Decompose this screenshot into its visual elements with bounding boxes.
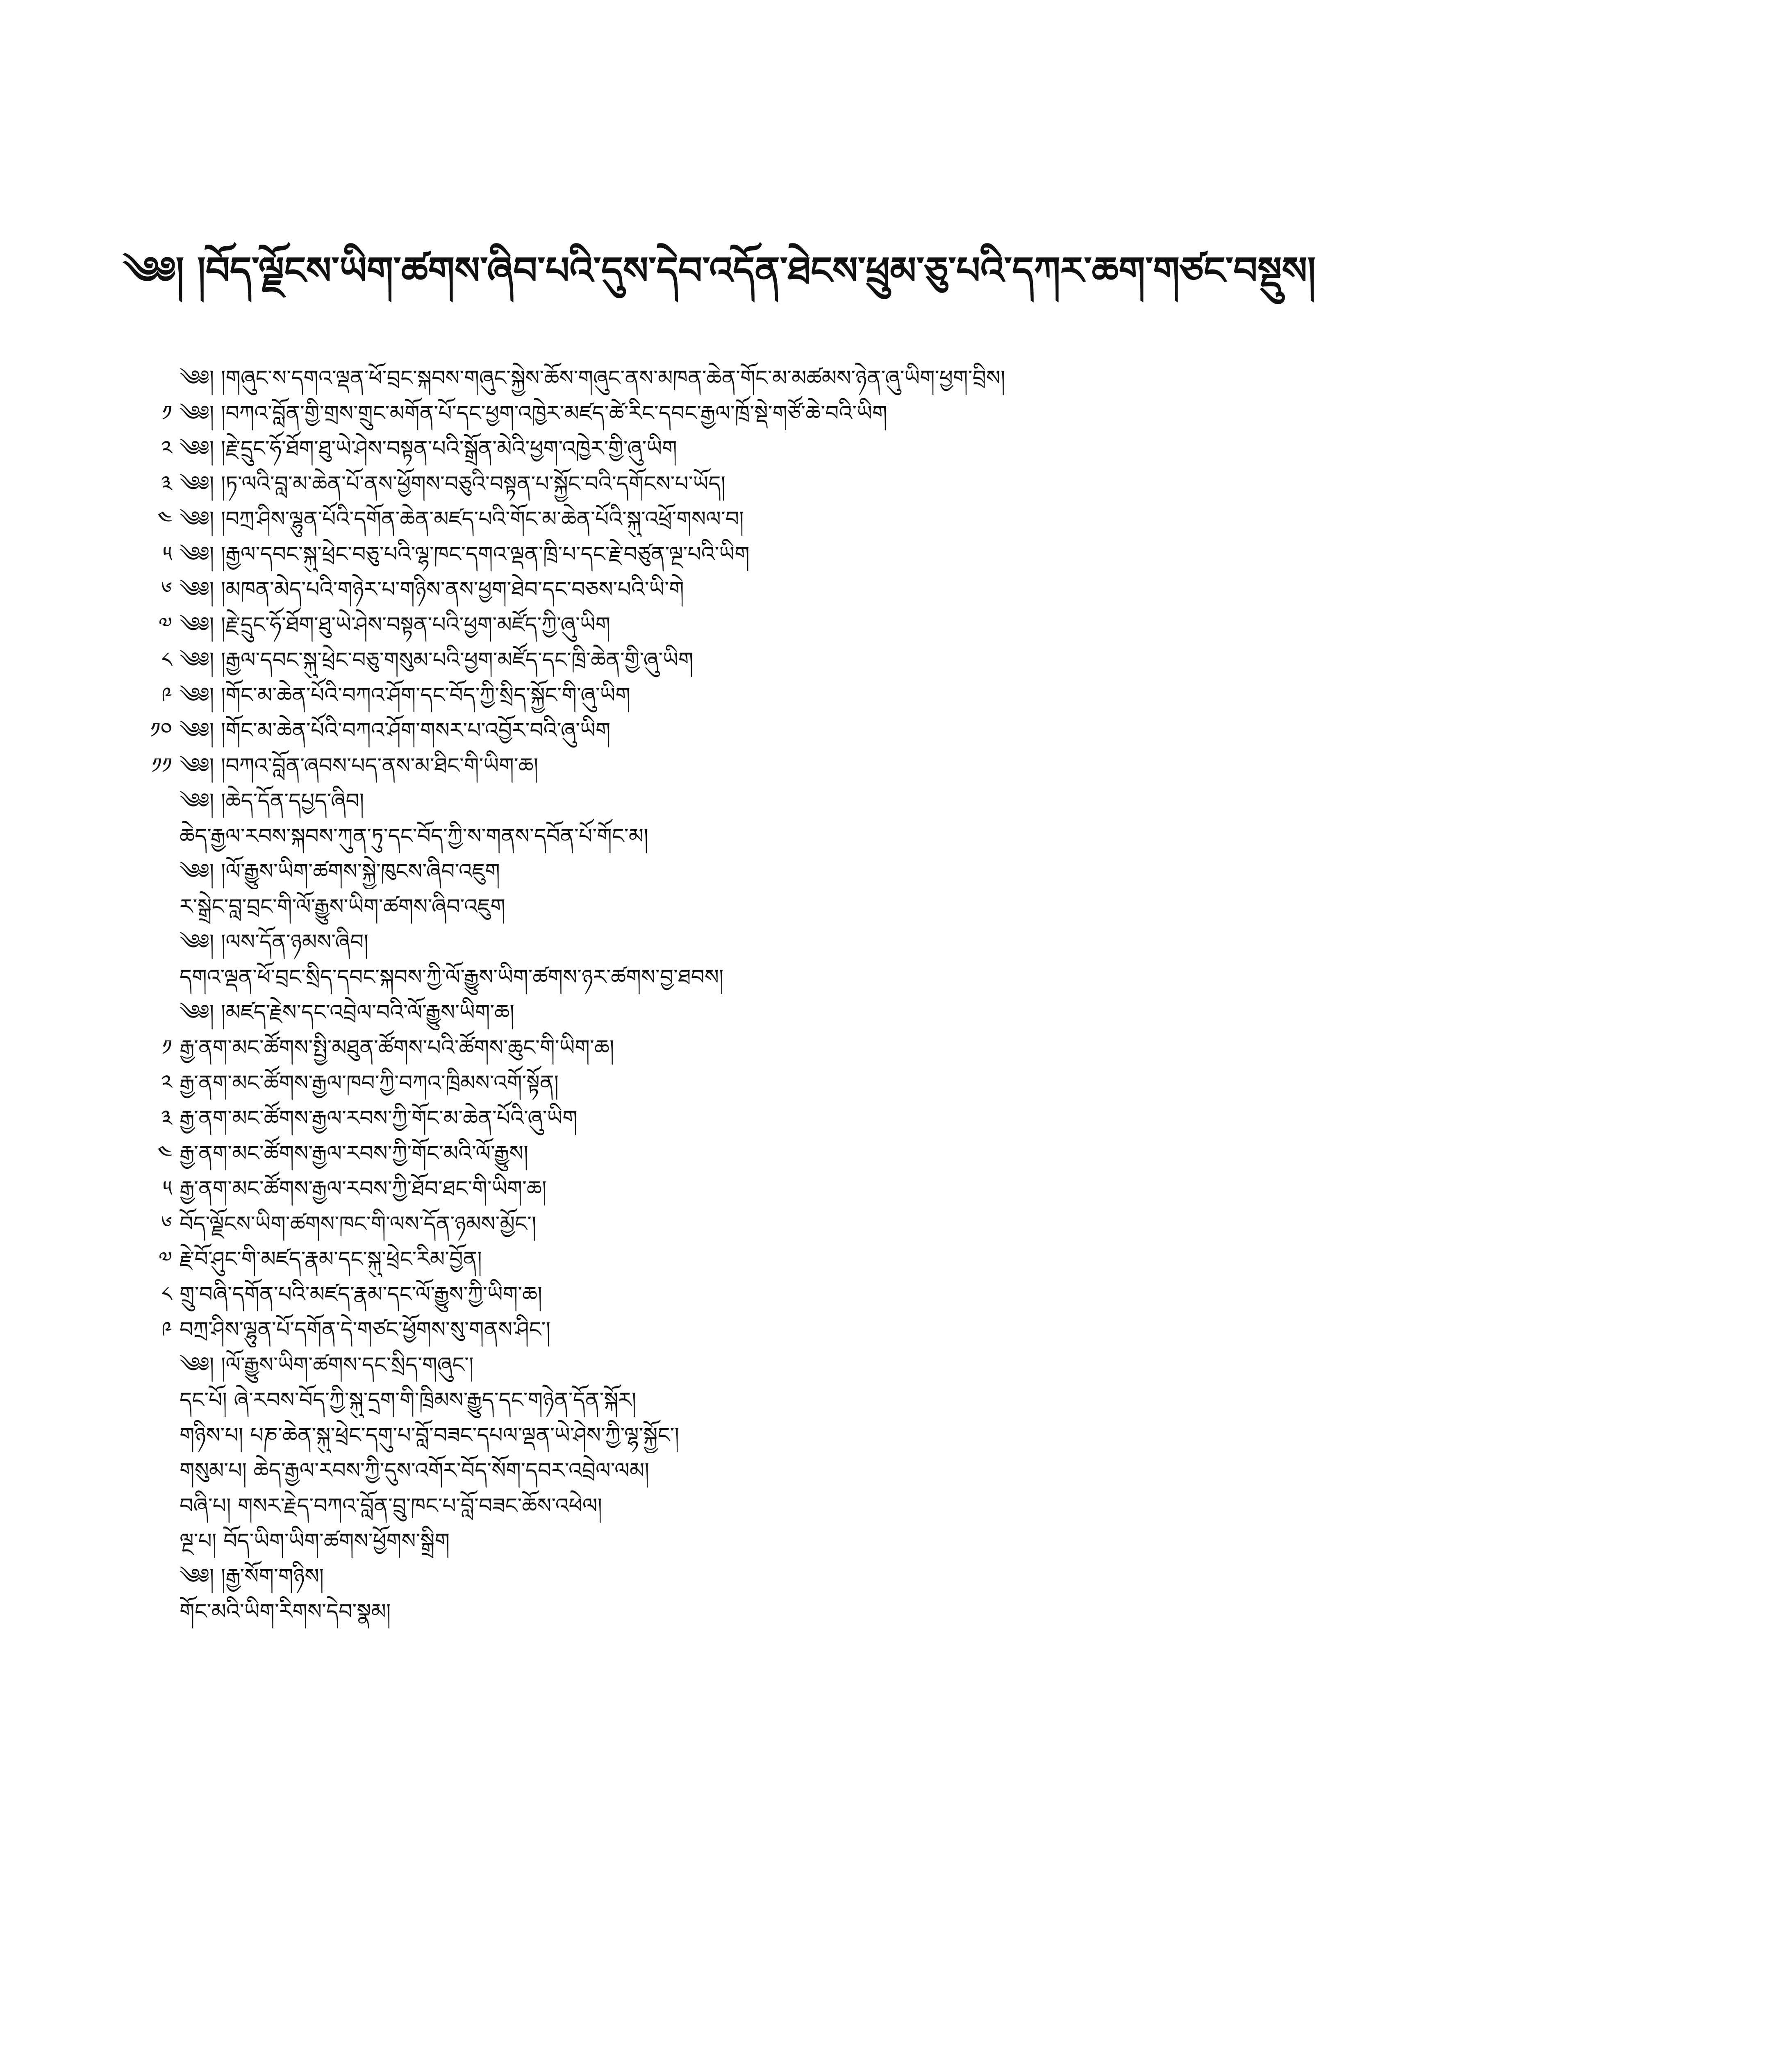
list-item — [123, 854, 1722, 889]
list-item — [123, 396, 1722, 431]
item-text: ༄༅། །རྒྱལ་དབང་སྐུ་ཕྲེང་བཅུ་པའི་ལྷ་ཁང་དགའ་ལྡན་ཁྲི་པ་དང་རྗེ་བཙུན་ལྔ་པའི་ཡིག — [180, 542, 750, 567]
list-item — [123, 643, 1722, 678]
item-number — [123, 361, 180, 396]
item-text: ར་སྒྲེང་བླ་བྲང་གི་ལོ་རྒྱུས་ཡིག་ཚགས་ཞིབ་འཇུག — [180, 895, 505, 919]
item-number: ༡ — [161, 401, 172, 426]
item-number — [123, 1418, 180, 1453]
list-item — [123, 1524, 1722, 1559]
item-text: ༄༅། །རྗེ་དྲུང་ཧོ་ཐོག་ཐུ་ཡེ་ཤེས་བསྟན་པའི་ཕྱག་མཛོད་ཀྱི་ཞུ་ཡིག — [180, 613, 611, 637]
list-item — [123, 572, 1722, 607]
list-item — [123, 1242, 1722, 1277]
item-text: ༄༅། །རྒྱལ་དབང་སྐུ་ཕྲེང་བཅུ་གསུམ་པའི་ཕྱག་མཛོད་དང་ཁྲི་ཆེན་གྱི་ཞུ་ཡིག — [180, 648, 694, 672]
list-item — [123, 502, 1722, 537]
list-item — [123, 1277, 1722, 1312]
list-item — [123, 1418, 1722, 1453]
item-number — [123, 854, 180, 889]
list-item — [123, 748, 1722, 784]
item-text: ༄༅། །གོང་མ་ཆེན་པོའི་བཀའ་ཤོག་དང་བོད་ཀྱི་སྲིད་སྐྱོང་གི་ཞུ་ཡིག — [180, 683, 630, 708]
item-number — [123, 784, 180, 819]
item-number — [123, 1559, 180, 1594]
item-number — [123, 819, 180, 854]
item-text: གོང་མའི་ཡིག་རིགས་དེབ་སྣམ། — [180, 1599, 391, 1624]
list-item — [123, 1065, 1722, 1101]
item-number — [123, 1488, 180, 1524]
item-text: ༄༅། །བཀའ་བློན་ཞབས་པད་ནས་མ་ཐིང་གི་ཡིག་ཆ། — [180, 754, 539, 778]
item-number — [123, 995, 180, 1030]
item-text: ༄༅། །རྒྱ་སོག་གཉིས། — [180, 1564, 324, 1589]
list-item — [123, 925, 1722, 960]
list-item — [123, 1101, 1722, 1136]
list-item — [123, 1030, 1722, 1065]
item-number: ༦ — [161, 577, 172, 602]
item-number: ༩ — [161, 683, 172, 708]
item-text: རྒྱ་ནག་མང་ཚོགས་རྒྱལ་རབས་ཀྱི་གོང་མ་ཆེན་པོའི་ཞུ་ཡིག — [180, 1106, 578, 1131]
list-item — [123, 1347, 1722, 1383]
item-number: ༢ — [161, 1071, 172, 1095]
item-number: ༡༠ — [150, 718, 172, 743]
item-number: ༤ — [157, 1141, 172, 1166]
item-text: རྒྱ་ནག་མང་ཚོགས་རྒྱལ་རབས་ཀྱི་གོང་མའི་ལོ་རྒྱུས། — [180, 1141, 528, 1166]
item-number: ༩ — [161, 1318, 172, 1342]
item-text: གསུམ་པ། ཆེད་རྒྱལ་རབས་ཀྱི་དུས་འགོར་བོད་སོག་དབར་འབྲེལ་ལམ། — [180, 1458, 649, 1483]
list-item — [123, 995, 1722, 1030]
item-text: ༄༅། །གོང་མ་ཆེན་པོའི་བཀའ་ཤོག་གསར་པ་འབྱོར་བའི་ཞུ་ཡིག — [180, 718, 611, 743]
item-number — [123, 1594, 180, 1629]
item-number: ༣ — [161, 472, 172, 496]
title-text: ༄༅། །བོད་ལྗོངས་ཡིག་ཚགས་ཞིབ་པའི་དུས་དེབ་འདོན་ཐེངས་ཕྲུམ་ཅུ་པའི་དཀར་ཆག་གཙང་བསྡུས། — [123, 248, 1316, 293]
item-text: ༄༅། །ཆེད་དོན་དཔྱད་ཞིབ། — [180, 789, 364, 813]
item-number: ༧ — [158, 613, 172, 637]
item-number — [123, 1347, 180, 1383]
list-item — [123, 960, 1722, 995]
item-text: རྒྱ་ནག་མང་ཚོགས་རྒྱལ་ཁབ་ཀྱི་བཀའ་ཁྲིམས་འགོ་སྟོན། — [180, 1071, 559, 1095]
list-item — [123, 1488, 1722, 1524]
item-text: ༄༅། །བཀའ་བློན་གྱི་གྲས་གྲུང་མགོན་པོ་དང་ཕྱག་འཁྱེར་མཛད་ཚེ་རིང་དབང་རྒྱལ་ཁྲོ་སྡེ་གཙོ་ཆེ་བའི་ཡིག — [180, 401, 887, 426]
list-item — [123, 889, 1722, 925]
item-text: བོད་ལྗོངས་ཡིག་ཚགས་ཁང་གི་ལས་དོན་ཉམས་མྱོང་། — [180, 1212, 537, 1236]
item-number: ༥ — [162, 1177, 172, 1201]
list-item — [123, 1594, 1722, 1629]
item-text: ༄༅། །གཞུང་ས་དགའ་ལྡན་ཕོ་བྲང་སྐབས་གཞུང་སྐྱེས་ཆོས་གཞུང་ནས་མཁན་ཆེན་གོང་མ་མཚམས་ཉེན་ཞུ་ཡིག་ཕྱག་བྲིས། — [180, 366, 1005, 391]
item-text: གཉིས་པ། པཎ་ཆེན་སྐུ་ཕྲེང་དགུ་པ་བློ་བཟང་དཔལ་ལྡན་ཡེ་ཤེས་ཀྱི་ལྷ་སྐྱོང་། — [180, 1423, 679, 1448]
item-text: བཞི་པ། གསར་རྗེད་བཀའ་བློན་བྲུ་ཁང་པ་བློ་བཟང་ཆོས་འཕེལ། — [180, 1494, 603, 1518]
list-item — [123, 1206, 1722, 1242]
item-text: ལྔ་པ། བོད་ཡིག་ཡིག་ཚགས་ཕྱོགས་སྒྲིག — [180, 1529, 450, 1554]
list-item — [123, 1453, 1722, 1488]
item-text: དང་པོ། ཞེ་རབས་བོད་ཀྱི་སྐུ་དྲག་གི་ཁྲིམས་རྒྱུད་དང་གཉེན་དོན་སྐོར། — [180, 1388, 637, 1413]
item-number — [123, 925, 180, 960]
list-item — [123, 1312, 1722, 1347]
item-number — [123, 1453, 180, 1488]
list-item — [123, 1383, 1722, 1418]
item-text: དགའ་ལྡན་ཕོ་བྲང་སྲིད་དབང་སྐབས་ཀྱི་ལོ་རྒྱུས་ཡིག་ཚགས་ཉར་ཚགས་བྱ་ཐབས། — [180, 965, 724, 990]
item-text: ༄༅། །མཛད་རྗེས་དང་འབྲེལ་བའི་ལོ་རྒྱུས་ཡིག་ཆ། — [180, 1000, 514, 1025]
list-item — [123, 431, 1722, 466]
item-number: ༨ — [161, 648, 172, 672]
item-number: ༨ — [161, 1282, 172, 1307]
item-text: ༄༅། །ལོ་རྒྱུས་ཡིག་ཚགས་དང་སྲིད་གཞུང་། — [180, 1353, 474, 1377]
item-number: ༦ — [161, 1212, 172, 1236]
item-text: རྗེ་བོ་ཤུང་གི་མཛད་རྣམ་དང་སྐུ་ཕྲེང་རིམ་བྱོན། — [180, 1247, 482, 1272]
list-item — [123, 784, 1722, 819]
list-item — [123, 678, 1722, 713]
item-number: ༡༡ — [151, 754, 172, 778]
item-number: ༣ — [161, 1106, 172, 1131]
item-number: ༧ — [158, 1247, 172, 1272]
item-number: ༥ — [162, 542, 172, 567]
list-item — [123, 607, 1722, 643]
list-item — [123, 819, 1722, 854]
item-number — [123, 960, 180, 995]
item-text: ༄༅། །ལོ་རྒྱུས་ཡིག་ཚགས་སྐྱེ་ཁུངས་ཞིབ་འཇུག — [180, 859, 500, 884]
list-item — [123, 713, 1722, 748]
item-number: ༡ — [161, 1036, 172, 1060]
item-text: གྲུ་བཞི་དགོན་པའི་མཛད་རྣམ་དང་ལོ་རྒྱུས་ཀྱི་ཡིག་ཆ། — [180, 1282, 542, 1307]
item-number: ༢ — [161, 436, 172, 461]
item-number — [123, 1383, 180, 1418]
item-text: ༄༅། །ལས་དོན་ཉམས་ཞིབ། — [180, 930, 368, 954]
list-item — [123, 1171, 1722, 1206]
item-text: བཀྲ་ཤིས་ལྷུན་པོ་དགོན་དེ་གཙང་ཕྱོགས་སུ་གནས་ཤིང་། — [180, 1318, 551, 1342]
list-item — [123, 466, 1722, 502]
list-item — [123, 361, 1722, 396]
item-text: ཆེད་རྒྱལ་རབས་སྐབས་ཀུན་ཏུ་དང་བོད་ཀྱི་ས་གནས་དབོན་པོ་གོང་མ། — [180, 824, 648, 849]
item-number — [123, 889, 180, 925]
page-title — [123, 250, 1722, 291]
item-text: ༄༅། །རྗེ་དྲུང་ཧོ་ཐོག་ཐུ་ཡེ་ཤེས་བསྟན་པའི་སྒྲོན་མེའི་ཕྱག་འཁྱེར་གྱི་ཞུ་ཡིག — [180, 436, 677, 461]
list-item — [123, 1559, 1722, 1594]
item-text: རྒྱ་ནག་མང་ཚོགས་རྒྱལ་རབས་ཀྱི་ཐོབ་ཐང་གི་ཡིག་ཆ། — [180, 1177, 547, 1201]
item-number: ༤ — [157, 507, 172, 532]
list-item — [123, 1136, 1722, 1171]
item-text: རྒྱ་ནག་མང་ཚོགས་སྤྱི་མཐུན་ཚོགས་པའི་ཚོགས་ཆུང་གི་ཡིག་ཆ། — [180, 1036, 614, 1060]
contents-list — [123, 361, 1722, 1629]
list-item — [123, 537, 1722, 572]
item-text: ༄༅། །བཀྲ་ཤིས་ལྷུན་པོའི་དགོན་ཆེན་མཛད་པའི་གོང་མ་ཆེན་པོའི་སྐུ་འཕྲོ་གསལ་བ། — [180, 507, 744, 532]
item-text: ༄༅། །ཏ་ལའི་བླ་མ་ཆེན་པོ་ནས་ཕྱོགས་བཅུའི་བསྟན་པ་སྐྱོང་བའི་དགོངས་པ་ཡོད། — [180, 472, 725, 496]
item-number — [123, 1524, 180, 1559]
item-text: ༄༅། །མཁན་མེད་པའི་གཉེར་པ་གཉིས་ནས་ཕྱག་ཐེབ་དང་བཅས་པའི་ཡི་གེ — [180, 577, 684, 602]
